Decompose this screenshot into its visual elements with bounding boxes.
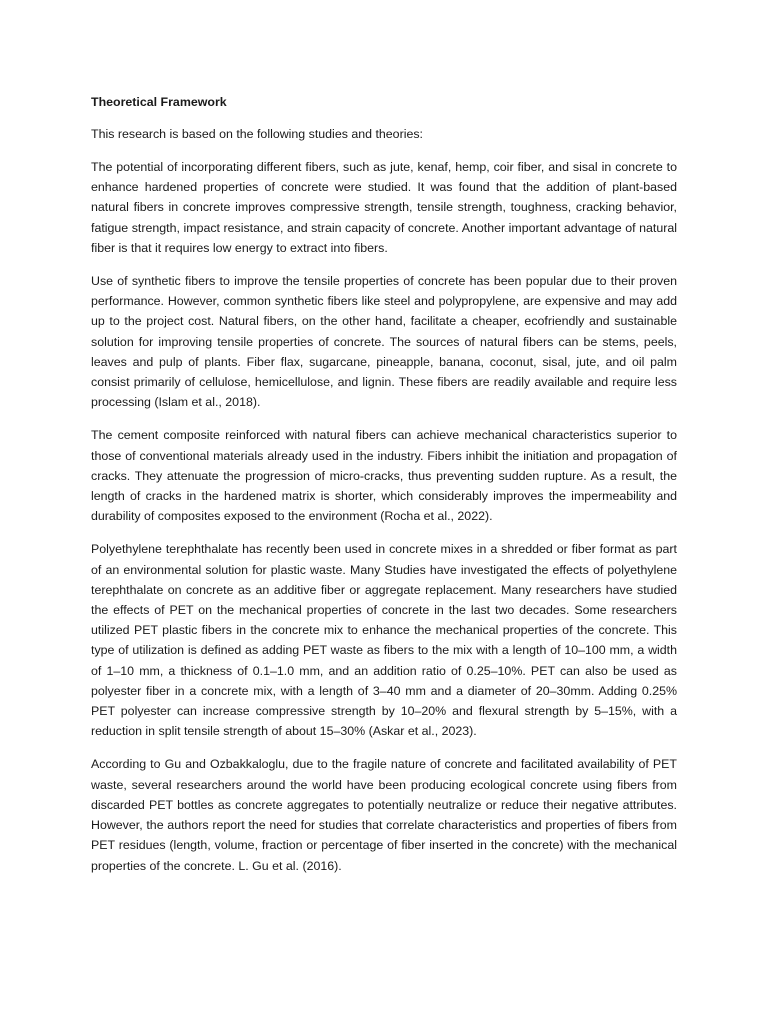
paragraph-pet-concrete: Polyethylene terephthalate has recently been used in concrete mixes in a shredded or fiber format as part of an environmental solution for plastic waste. Many Studies have investigated the effects of polyethylene terephthalate on concrete as an additive fiber or aggregate replacement. Many researchers have studied the effects of PET on the mechanical properties of concrete in the last two decades. Some researchers utilized PET plastic fibers in the concrete mix to enhance the mechanical properties of the concrete. This type of utilization is defined as adding PET waste as fibers to the mix with a length of 10–100 mm, a width of 1–10 mm, a thickness of 0.1–1.0 mm, and an addition ratio of 0.25–10%. PET can also be used as polyester fiber in a concrete mix, with a length of 3–40 mm and a diameter of 20–30mm. Adding 0.25% PET polyester can increase compressive strength by 10–20% and flexural strength by 5–15%, with a reduction in split tensile strength of about 15–30% (Askar et al., 2023). [91, 542, 677, 739]
paragraph-gu-ozbakkaloglu: According to Gu and Ozbakkaloglu, due to the fragile nature of concrete and facilitated availability of PET waste, several researchers around the world have been producing ecological concrete using fibers from discarded PET bottles as concrete aggregates to potentially neutralize or reduce their negative attributes. However, the authors report the need for studies that correlate characteristics and properties of fibers from PET residues (length, volume, fraction or percentage of fiber inserted in the concrete) with the mechanical properties of the concrete. L. Gu et al. (2016). [91, 757, 677, 873]
paragraph-cement-composite: The cement composite reinforced with natural fibers can achieve mechanical characteristics superior to those of conventional materials already used in the industry. Fibers inhibit the initiation and propagation of cracks. They attenuate the progression of micro-cracks, thus preventing sudden rupture. As a result, the length of cracks in the hardened matrix is shorter, which considerably improves the impermeability and durability of composites exposed to the environment (Rocha et al., 2022). [91, 428, 677, 524]
section-heading: Theoretical Framework [91, 95, 227, 109]
paragraph-natural-fibers: The potential of incorporating different fibers, such as jute, kenaf, hemp, coir fiber, and sisal in concrete to enhance hardened properties of concrete were studied. It was found that the addition of plant-based natural fibers in concrete improves compressive strength, tensile strength, toughness, cracking behavior, fatigue strength, impact resistance, and strain capacity of concrete. Another important advantage of natural fiber is that it requires low energy to extract into fibers. [91, 160, 677, 255]
intro-text: This research is based on the following studies and theories: [91, 127, 423, 141]
paragraph-synthetic-fibers: Use of synthetic fibers to improve the tensile properties of concrete has been popular due to their proven performance. However, common synthetic fibers like steel and polypropylene, are expensive and may add up to the project cost. Natural fibers, on the other hand, facilitate a cheaper, ecofriendly and sustainable solution for improving tensile properties of concrete. The sources of natural fibers can be stems, peels, leaves and pulp of plants. Fiber flax, sugarcane, pineapple, banana, coconut, sisal, jute, and oil palm consist primarily of cellulose, hemicellulose, and lignin. These fibers are readily available and require less processing (Islam et al., 2018). [91, 274, 677, 410]
document-page [91, 93, 677, 889]
